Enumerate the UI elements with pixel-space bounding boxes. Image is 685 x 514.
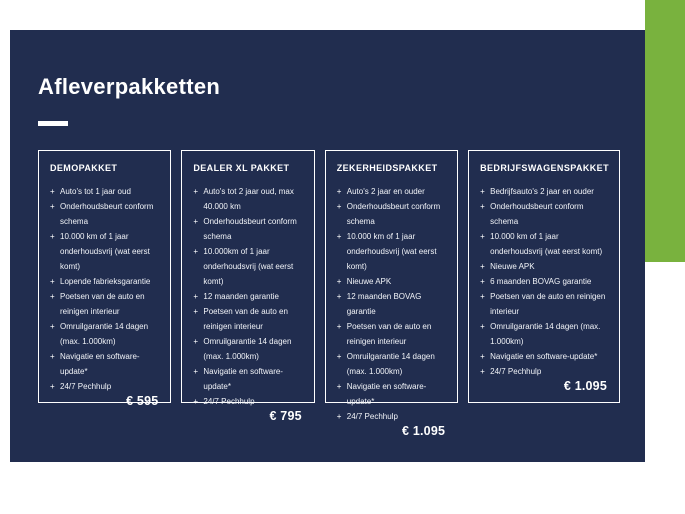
package-title: DEMOPAKKET: [50, 163, 118, 173]
packages-row: [38, 150, 620, 438]
package-price: € 1.095: [402, 424, 446, 438]
plus-bullet-icon: +: [193, 307, 199, 316]
title-underline: [38, 121, 68, 126]
plus-bullet-icon: +: [50, 187, 55, 196]
package-feature: [193, 184, 303, 214]
feature-text: Poetsen van de auto en reinigen interieur: [346, 322, 432, 346]
package-feature: [480, 274, 609, 289]
package-features: [480, 184, 609, 379]
package-feature: [337, 289, 447, 319]
feature-text: Navigatie en software-update*: [346, 382, 427, 406]
feature-text: Poetsen van de auto en reinigen interieur: [203, 307, 288, 331]
feature-text: Lopende fabrieksgarantie: [60, 277, 151, 286]
package-card: [325, 150, 458, 438]
feature-text: 24/7 Pechhulp: [203, 397, 255, 406]
feature-text: Auto's tot 1 jaar oud: [60, 187, 131, 196]
feature-text: 12 maanden BOVAG garantie: [346, 292, 422, 316]
package-feature: [480, 349, 609, 364]
package-feature: [480, 259, 609, 274]
feature-text: Navigatie en software-update*: [203, 367, 283, 391]
package-card: [181, 150, 314, 423]
package-feature: [480, 289, 609, 319]
plus-bullet-icon: +: [193, 367, 199, 376]
package-feature: [193, 394, 303, 409]
feature-text: Omruilgarantie 14 dagen (max. 1.000km): [203, 337, 292, 361]
plus-bullet-icon: +: [50, 292, 55, 301]
plus-bullet-icon: +: [336, 232, 342, 241]
plus-bullet-icon: +: [50, 277, 55, 286]
plus-bullet-icon: +: [336, 412, 342, 421]
feature-text: 12 maanden garantie: [203, 292, 279, 301]
package-feature: [337, 409, 447, 424]
plus-bullet-icon: +: [336, 322, 342, 331]
feature-text: Poetsen van de auto en reinigen interieur: [490, 292, 606, 316]
feature-text: 24/7 Pechhulp: [490, 367, 542, 376]
package-feature: [480, 319, 609, 349]
plus-bullet-icon: +: [336, 292, 342, 301]
plus-bullet-icon: +: [336, 277, 342, 286]
package-price: € 795: [269, 409, 302, 423]
package-features: [193, 184, 303, 409]
package-feature: [193, 364, 303, 394]
package-title: BEDRIJFSWAGENSPAKKET: [480, 163, 609, 173]
feature-text: 24/7 Pechhulp: [346, 412, 398, 421]
package-feature: [50, 289, 160, 319]
plus-bullet-icon: +: [50, 202, 55, 211]
feature-text: 10.000 km of 1 jaar onderhoudsvrij (wat eerst komt): [490, 232, 603, 256]
plus-bullet-icon: +: [336, 382, 342, 391]
package-feature: [50, 379, 160, 394]
package-features: [50, 184, 160, 394]
package-card: [468, 150, 620, 403]
package-feature: [337, 379, 447, 409]
feature-text: 10.000 km of 1 jaar onderhoudsvrij (wat eerst komt): [346, 232, 437, 271]
package-card: [38, 150, 171, 408]
plus-bullet-icon: +: [480, 352, 485, 361]
plus-bullet-icon: +: [480, 277, 485, 286]
package-feature: [50, 199, 160, 229]
plus-bullet-icon: +: [480, 202, 485, 211]
package-title: ZEKERHEIDSPAKKET: [336, 163, 438, 173]
feature-text: Auto's tot 2 jaar oud, max 40.000 km: [203, 187, 294, 211]
package-feature: [193, 214, 303, 244]
plus-bullet-icon: +: [480, 232, 485, 241]
feature-text: Onderhoudsbeurt conform schema: [490, 202, 584, 226]
feature-text: Bedrijfsauto's 2 jaar en ouder: [490, 187, 594, 196]
content-panel: [10, 30, 645, 499]
plus-bullet-icon: +: [50, 382, 55, 391]
package-feature: [193, 244, 303, 289]
feature-text: 10.000 km of 1 jaar onderhoudsvrij (wat eerst komt): [60, 232, 150, 271]
footnote: Genoemde zijn nog niet verwerkt in getoonde prijzen. *Voor de Stellantis merken, Suzuki, Omoda & Jaecoo.: [48, 493, 346, 499]
feature-text: Auto's 2 jaar en ouder: [346, 187, 425, 196]
plus-bullet-icon: +: [480, 367, 485, 376]
package-feature: [50, 274, 160, 289]
package-feature: [193, 289, 303, 304]
package-feature: [337, 274, 447, 289]
package-feature: [193, 304, 303, 334]
feature-text: Onderhoudsbeurt conform schema: [346, 202, 441, 226]
package-feature: [50, 184, 160, 199]
feature-text: Onderhoudsbeurt conform schema: [60, 202, 154, 226]
package-feature: [337, 349, 447, 379]
plus-bullet-icon: +: [480, 187, 485, 196]
package-feature: [337, 199, 447, 229]
package-feature: [50, 319, 160, 349]
package-price: € 595: [126, 394, 159, 408]
feature-text: Nieuwe APK: [490, 262, 535, 271]
package-feature: [50, 349, 160, 379]
feature-text: Onderhoudsbeurt conform schema: [203, 217, 297, 241]
plus-bullet-icon: +: [480, 262, 485, 271]
plus-bullet-icon: +: [480, 292, 485, 301]
plus-bullet-icon: +: [336, 187, 342, 196]
package-feature: [337, 319, 447, 349]
plus-bullet-icon: +: [336, 202, 342, 211]
package-features: [337, 184, 447, 424]
plus-bullet-icon: +: [193, 337, 199, 346]
package-feature: [480, 199, 609, 229]
feature-text: 10.000km of 1 jaar onderhoudsvrij (wat eerst komt): [203, 247, 294, 286]
feature-text: Omruilgarantie 14 dagen (max. 1.000km): [490, 322, 601, 346]
plus-bullet-icon: +: [193, 187, 199, 196]
package-feature: [193, 334, 303, 364]
feature-text: Poetsen van de auto en reinigen interieur: [60, 292, 145, 316]
plus-bullet-icon: +: [193, 247, 199, 256]
feature-text: Navigatie en software-update*: [490, 352, 598, 361]
feature-text: Omruilgarantie 14 dagen (max. 1.000km): [346, 352, 435, 376]
plus-bullet-icon: +: [480, 322, 485, 331]
package-title: DEALER XL PAKKET: [193, 163, 290, 173]
plus-bullet-icon: +: [193, 217, 199, 226]
package-feature: [50, 229, 160, 274]
page-title: Afleverpakketten: [38, 74, 221, 99]
package-feature: [480, 184, 609, 199]
package-feature: [337, 229, 447, 274]
plus-bullet-icon: +: [336, 352, 342, 361]
plus-bullet-icon: +: [50, 322, 55, 331]
plus-bullet-icon: +: [193, 292, 199, 301]
feature-text: Nieuwe APK: [346, 277, 392, 286]
package-feature: [480, 364, 609, 379]
package-feature: [480, 229, 609, 259]
feature-text: 24/7 Pechhulp: [60, 382, 112, 391]
plus-bullet-icon: +: [50, 352, 55, 361]
green-accent-bar: [645, 0, 685, 262]
feature-text: 6 maanden BOVAG garantie: [490, 277, 592, 286]
package-feature: [337, 184, 447, 199]
plus-bullet-icon: +: [50, 232, 55, 241]
plus-bullet-icon: +: [193, 397, 199, 406]
feature-text: Omruilgarantie 14 dagen (max. 1.000km): [60, 322, 149, 346]
package-price: € 1.095: [563, 379, 607, 393]
feature-text: Navigatie en software-update*: [60, 352, 140, 376]
